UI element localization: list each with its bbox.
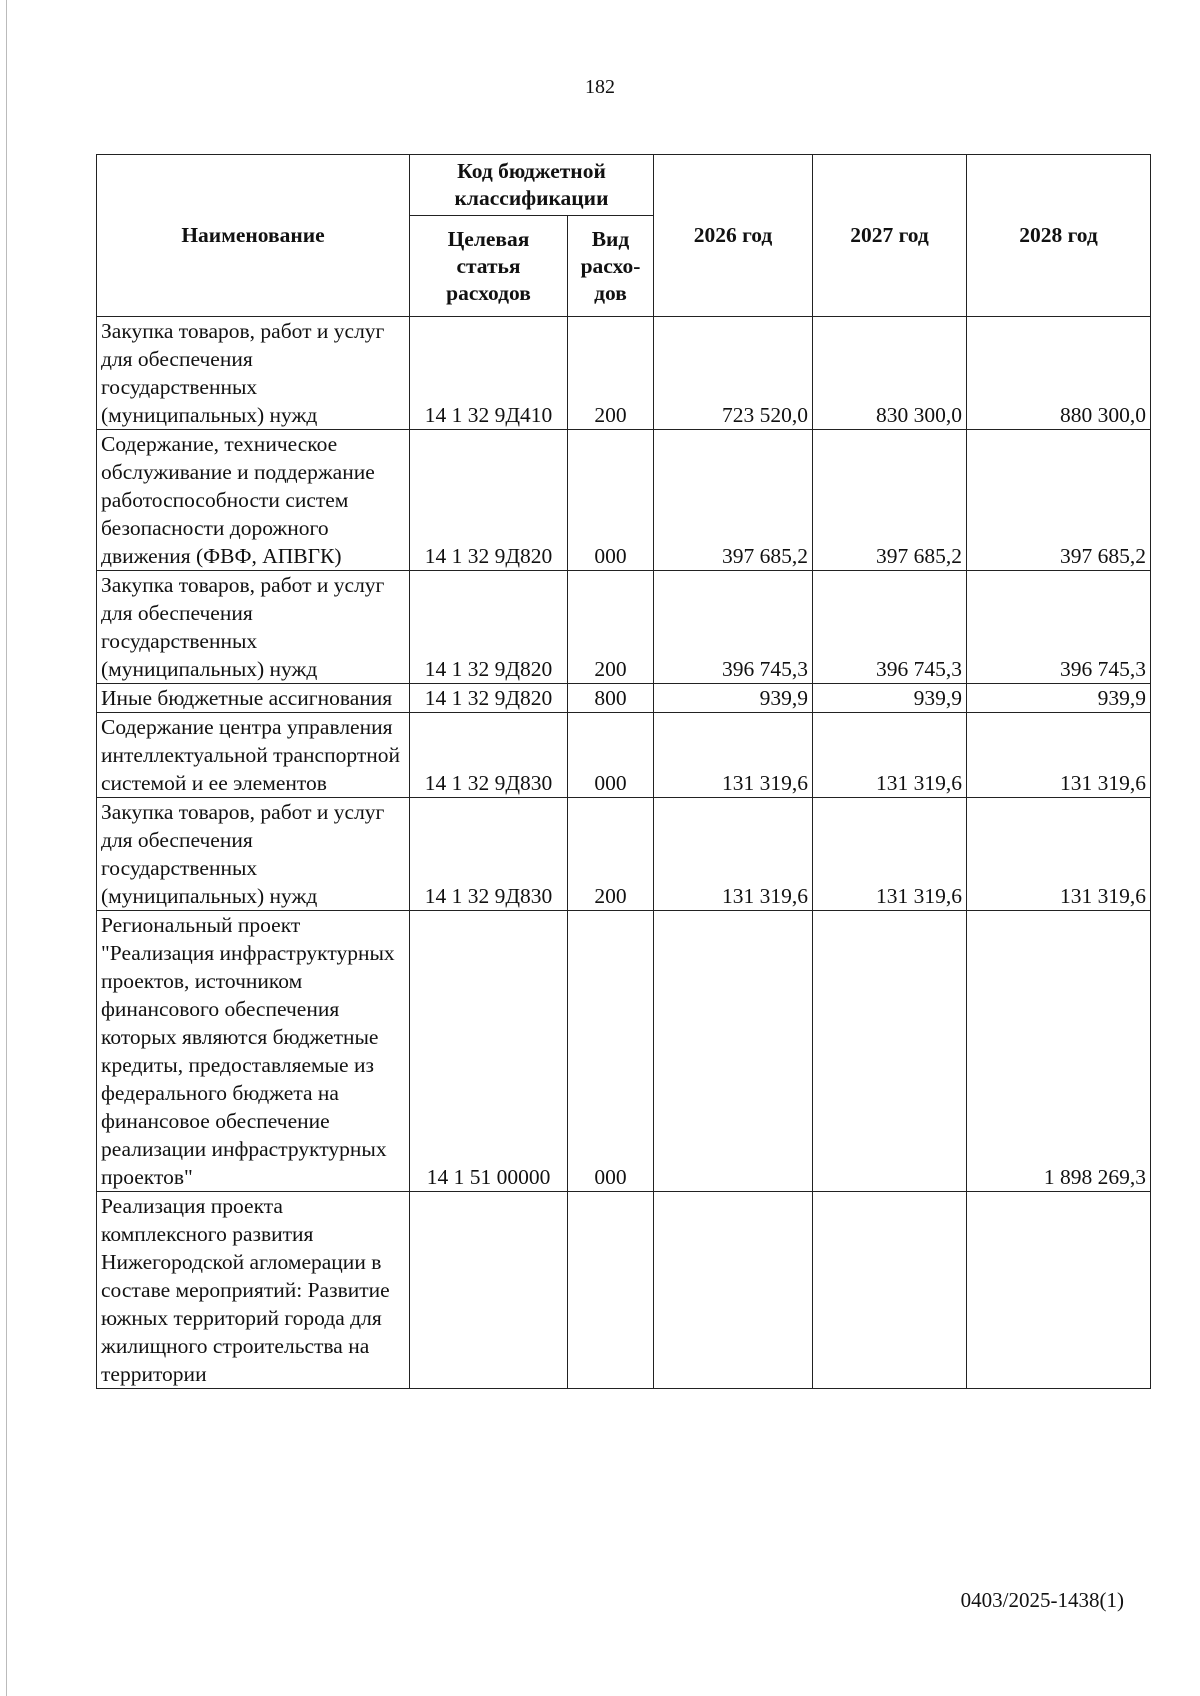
- row-code: [410, 1192, 568, 1389]
- table-row: [97, 684, 1151, 713]
- row-expense-type: 000: [568, 911, 654, 1192]
- row-expense-type: 800: [568, 684, 654, 713]
- row-name: Закупка товаров, работ и услуг для обеспечения государственных (муниципальных) нужд: [97, 798, 410, 911]
- row-value-2026: [654, 911, 813, 1192]
- table-row: [97, 911, 1151, 1192]
- table-body: [97, 317, 1151, 1389]
- table-row: [97, 1192, 1151, 1389]
- header-target-article: Целевая статья расходов: [410, 216, 568, 317]
- row-value-2028: 396 745,3: [967, 571, 1151, 684]
- row-code: 14 1 32 9Д830: [410, 713, 568, 798]
- row-name: Содержание центра управления интеллектуальной транспортной системой и ее элементов: [97, 713, 410, 798]
- scan-edge-line: [6, 0, 7, 1696]
- row-value-2026: 939,9: [654, 684, 813, 713]
- row-expense-type: [568, 1192, 654, 1389]
- row-value-2026: 723 520,0: [654, 317, 813, 430]
- table-row: [97, 798, 1151, 911]
- row-value-2028: 131 319,6: [967, 798, 1151, 911]
- row-code: 14 1 32 9Д410: [410, 317, 568, 430]
- row-code: 14 1 32 9Д830: [410, 798, 568, 911]
- row-value-2028: 880 300,0: [967, 317, 1151, 430]
- row-name: Закупка товаров, работ и услуг для обеспечения государственных (муниципальных) нужд: [97, 317, 410, 430]
- row-name: Иные бюджетные ассигнования: [97, 684, 410, 713]
- row-value-2028: 939,9: [967, 684, 1151, 713]
- row-name: Реализация проекта комплексного развития Нижегородской агломерации в составе мероприятий: Развитие южных территорий города для жилищного строительства на территории: [97, 1192, 410, 1389]
- row-value-2027: 397 685,2: [813, 430, 967, 571]
- row-value-2027: [813, 911, 967, 1192]
- row-value-2026: 397 685,2: [654, 430, 813, 571]
- row-value-2028: 397 685,2: [967, 430, 1151, 571]
- table-header: [97, 155, 1151, 317]
- row-value-2026: 131 319,6: [654, 798, 813, 911]
- row-value-2027: 131 319,6: [813, 798, 967, 911]
- header-expense-type: Вид расхо-дов: [568, 216, 654, 317]
- page-number: 182: [585, 76, 615, 98]
- row-value-2026: 396 745,3: [654, 571, 813, 684]
- row-expense-type: 200: [568, 571, 654, 684]
- document-id: 0403/2025-1438(1): [960, 1588, 1124, 1612]
- row-expense-type: 000: [568, 713, 654, 798]
- row-expense-type: 000: [568, 430, 654, 571]
- row-value-2026: [654, 1192, 813, 1389]
- row-code: 14 1 32 9Д820: [410, 430, 568, 571]
- row-value-2027: 131 319,6: [813, 713, 967, 798]
- budget-table: [96, 154, 1151, 1389]
- row-value-2028: [967, 1192, 1151, 1389]
- header-code-group: Код бюджетной классификации: [410, 155, 654, 216]
- header-name: Наименование: [97, 155, 410, 317]
- table-row: [97, 571, 1151, 684]
- table-row: [97, 713, 1151, 798]
- row-code: 14 1 32 9Д820: [410, 571, 568, 684]
- row-value-2028: 131 319,6: [967, 713, 1151, 798]
- row-value-2026: 131 319,6: [654, 713, 813, 798]
- row-expense-type: 200: [568, 798, 654, 911]
- table-row: [97, 430, 1151, 571]
- row-value-2027: [813, 1192, 967, 1389]
- row-code: 14 1 51 00000: [410, 911, 568, 1192]
- row-value-2027: 939,9: [813, 684, 967, 713]
- row-value-2027: 396 745,3: [813, 571, 967, 684]
- row-name: Региональный проект "Реализация инфраструктурных проектов, источником финансового обеспечения которых являются бюджетные кредиты, предоставляемые из федерального бюджета на финансовое обеспечение реализации инфраструктурных проектов": [97, 911, 410, 1192]
- row-expense-type: 200: [568, 317, 654, 430]
- row-value-2028: 1 898 269,3: [967, 911, 1151, 1192]
- row-value-2027: 830 300,0: [813, 317, 967, 430]
- row-name: Содержание, техническое обслуживание и поддержание работоспособности систем безопасности дорожного движения (ФВФ, АПВГК): [97, 430, 410, 571]
- header-year-2026: 2026 год: [654, 155, 813, 317]
- header-year-2027: 2027 год: [813, 155, 967, 317]
- row-name: Закупка товаров, работ и услуг для обеспечения государственных (муниципальных) нужд: [97, 571, 410, 684]
- header-year-2028: 2028 год: [967, 155, 1151, 317]
- table-row: [97, 317, 1151, 430]
- row-code: 14 1 32 9Д820: [410, 684, 568, 713]
